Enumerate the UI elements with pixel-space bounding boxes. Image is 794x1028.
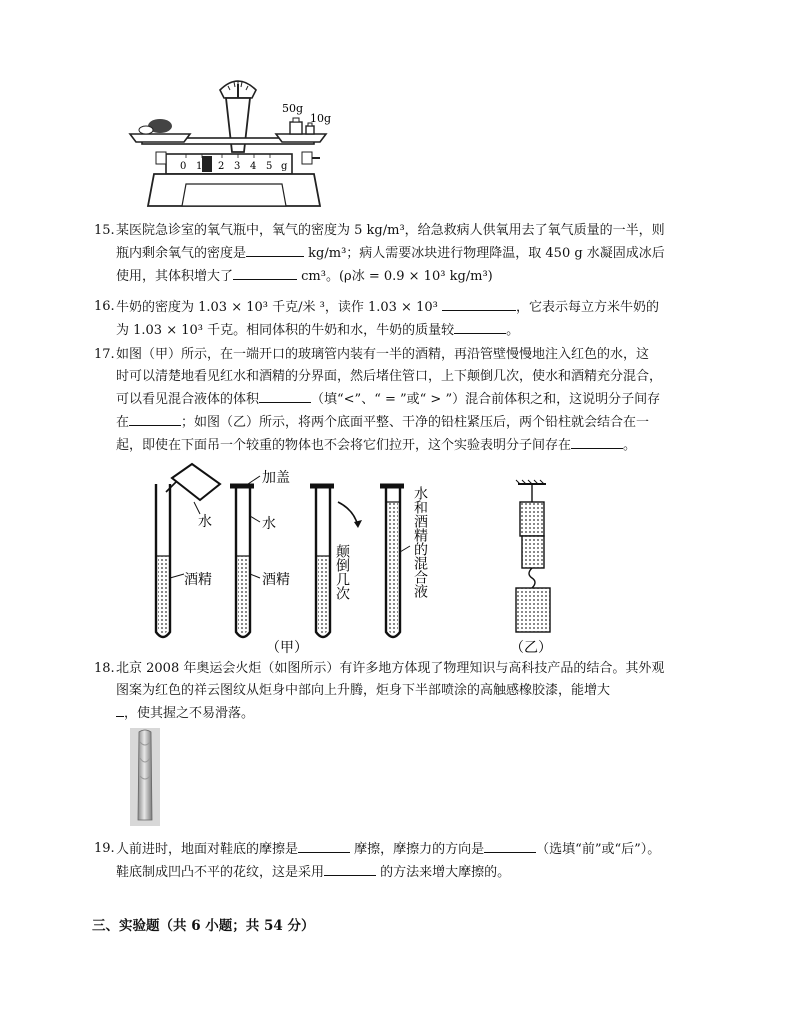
scale-ticks xyxy=(180,161,288,172)
answer-blank[interactable] xyxy=(454,319,506,334)
svg-text:1: 1 xyxy=(196,161,203,172)
torch-image xyxy=(130,728,160,826)
answer-blank[interactable] xyxy=(116,702,124,717)
label-alcohol-2: 酒精 xyxy=(262,572,290,588)
question-17: 17. 如图（甲）所示，在一端开口的玻璃管内装有一半的酒精，再沿管壁慢慢地注入红色的水，这 时可以清楚地看见红水和酒精的分界面，然后堵住管口，上下颠倒几次，使水和酒精充分混合， 可以看见混合液体的体积 （填“<”、“ = ”或“ > ”）混合前体积之和，这说明分子间存 在 ；如图（乙）所示，将两个底面平整、干净的铅柱紧压后，两个铅柱就会结合在一 起，即使在下面吊一个较重的物体也不会将它们拉开，这个实验表明分子间存在 。 xyxy=(116,344,716,457)
answer-blank[interactable] xyxy=(298,838,350,853)
tube-experiment-figure xyxy=(148,462,588,654)
answer-blank[interactable] xyxy=(442,296,516,311)
answer-blank[interactable] xyxy=(233,265,297,280)
svg-text:2: 2 xyxy=(218,161,225,172)
svg-text:0: 0 xyxy=(180,161,187,172)
question-16: 16. 牛奶的密度为 1.03 × 10³ 千克/米 ³，读作 1.03 × 10³ ，它表示每立方米牛奶的 为 1.03 × 10³ 千克。相同体积的牛奶和水，牛奶的质量较 。 xyxy=(116,296,716,342)
question-number: 15. xyxy=(94,223,115,238)
answer-blank[interactable] xyxy=(129,411,181,426)
svg-text:3: 3 xyxy=(234,161,241,172)
answer-blank[interactable] xyxy=(324,861,376,876)
svg-text:5: 5 xyxy=(266,161,273,172)
q15-line1: 某医院急诊室的氧气瓶中，氧气的密度为 5 kg/m³，给急救病人供氧用去了氧气质量的一半，则 xyxy=(116,223,665,238)
weight-10g-label: 10g xyxy=(310,112,332,125)
label-invert: 颠倒几次 xyxy=(334,544,350,600)
question-19: 19. 人前进时，地面对鞋底的摩擦是 摩擦，摩擦力的方向是 （选填“前”或“后”）。 鞋底制成凹凸不平的花纹，这是采用 的方法来增大摩擦的。 xyxy=(116,838,716,884)
balance-figure xyxy=(126,72,332,218)
answer-blank[interactable] xyxy=(246,242,304,257)
answer-blank[interactable] xyxy=(259,388,311,403)
label-jia: （甲） xyxy=(266,640,308,656)
answer-blank[interactable] xyxy=(571,434,623,449)
answer-blank[interactable] xyxy=(484,838,536,853)
question-number: 19. xyxy=(94,841,115,856)
label-yi: （乙） xyxy=(510,640,552,656)
question-18: 18. 北京 2008 年奥运会火炬（如图所示）有许多地方体现了物理知识与高科技产品的结合。其外观 图案为红色的祥云图纹从炬身中部向上升腾，炬身下半部喷涂的高触感橡胶漆，能增大 ，使其握之不易滑落。 xyxy=(116,658,716,725)
question-number: 17. xyxy=(94,347,115,362)
question-15: 15. 某医院急诊室的氧气瓶中，氧气的密度为 5 kg/m³，给急救病人供氧用去了氧气质量的一半，则 瓶内剩余氧气的密度是 kg/m³；病人需要冰块进行物理降温，取 450 g 水凝固成冰后 使用，其体积增大了 cm³。(ρ冰 = 0.9 × 10³ kg/m³) xyxy=(116,220,716,288)
svg-text:g: g xyxy=(281,161,288,172)
question-number: 16. xyxy=(94,299,115,314)
label-mixture: 水和酒精的混合液 xyxy=(412,486,428,598)
label-cap: 加盖 xyxy=(262,470,290,486)
weight-50g-label: 50g xyxy=(282,102,304,115)
label-water-2: 水 xyxy=(262,516,276,532)
question-number: 18. xyxy=(94,661,115,676)
lead-cylinders xyxy=(516,480,550,632)
svg-text:4: 4 xyxy=(250,161,257,172)
label-water: 水 xyxy=(198,514,212,530)
label-alcohol: 酒精 xyxy=(184,572,212,588)
section-heading: 三、实验题（共 6 小题；共 54 分） xyxy=(92,918,315,934)
